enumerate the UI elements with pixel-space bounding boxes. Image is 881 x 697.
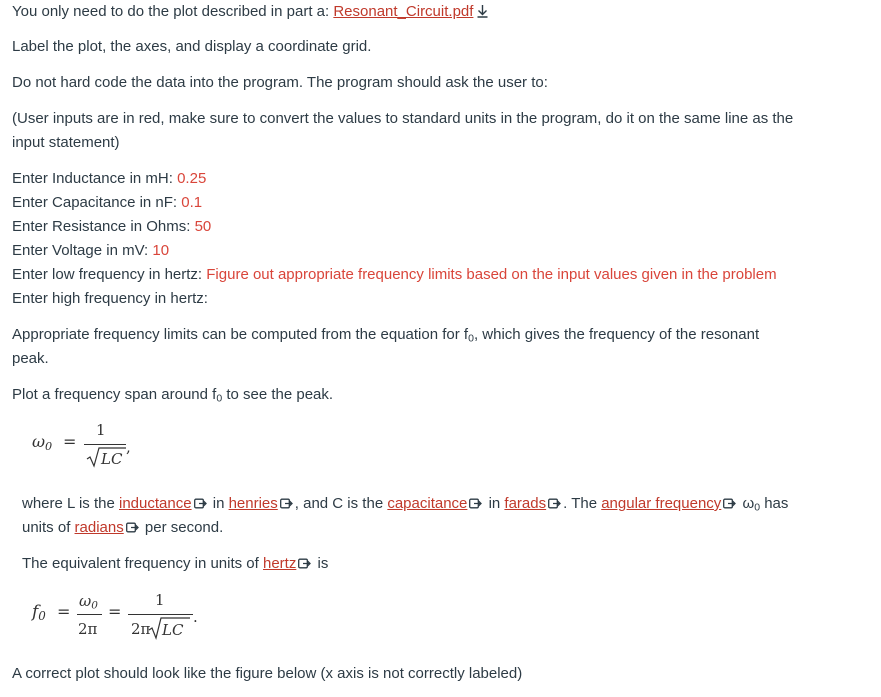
eq2-equals: = xyxy=(57,602,71,621)
equivalent-line: The equivalent frequency in units of hertz is xyxy=(22,555,329,572)
span-text: to see the peak. xyxy=(222,386,334,403)
external-link-icon[interactable] xyxy=(469,498,482,509)
eq2-numerator-1: $\omega_0$ xyxy=(79,592,98,612)
external-link-icon[interactable] xyxy=(723,498,736,509)
footer-note: A correct plot should look like the figure below (x axis is not correctly labeled) xyxy=(12,665,523,682)
prompt-value: 50 xyxy=(194,218,212,235)
eq1-equals: = xyxy=(63,432,77,451)
henries-link[interactable]: henries xyxy=(228,495,278,512)
prompt-label: Enter Capacitance in nF: xyxy=(12,194,182,211)
limits-text: , which gives the frequency of the resonant xyxy=(473,326,760,343)
note-line-2: input statement) xyxy=(12,134,120,151)
inductance-link[interactable]: inductance xyxy=(119,495,192,512)
eq2-denominator-prefix: 2π xyxy=(131,620,151,638)
intro-line xyxy=(12,2,489,22)
eq2-tail: . xyxy=(193,608,198,626)
external-link-icon[interactable] xyxy=(194,498,207,509)
resonant-circuit-pdf-link[interactable]: Resonant_Circuit.pdf xyxy=(333,3,474,20)
external-link-icon[interactable] xyxy=(548,498,561,509)
prompt-voltage xyxy=(12,241,169,261)
prompt-value: 0.1 xyxy=(181,194,203,211)
external-link-icon[interactable] xyxy=(280,498,293,509)
eq2-numerator-2: 1 xyxy=(155,591,165,609)
prompt-label: Enter low frequency in hertz: xyxy=(12,266,207,283)
where-line-1: where L is the inductance in henries , and C is the capacitance in farads . The angular frequency $\omega_0$ has xyxy=(22,495,789,514)
span-instruction xyxy=(12,385,333,409)
prompt-capacitance xyxy=(12,193,202,213)
prompt-value: 0.25 xyxy=(177,170,207,187)
external-link-icon[interactable] xyxy=(298,558,311,569)
label-instruction: Label the plot, the axes, and display a coordinate grid. xyxy=(12,38,372,55)
intro-text: You only need to do the plot described in part a: xyxy=(12,3,334,20)
f0-subscript: 0 xyxy=(216,392,223,405)
eq2-fraction-bar-1 xyxy=(77,614,102,615)
eq1-denominator: LC xyxy=(101,450,123,468)
download-icon[interactable] xyxy=(476,4,489,18)
where-line-2: units of radians per second. xyxy=(22,519,224,536)
no-hardcode-instruction: Do not hard code the data into the program. The program should ask the user to: xyxy=(12,74,548,91)
note-line-1: (User inputs are in red, make sure to convert the values to standard units in the program, do it on the same line as the xyxy=(12,110,794,127)
prompt-label: Enter Voltage in mV: xyxy=(12,242,153,259)
prompt-value: Figure out appropriate frequency limits based on the input values given in the problem xyxy=(206,266,777,283)
f0-subscript: 0 xyxy=(468,332,474,345)
eq2-lhs: $f_0$ xyxy=(32,602,46,623)
prompt-low-frequency xyxy=(12,265,777,285)
eq1-tail: , xyxy=(126,438,131,456)
prompt-resistance xyxy=(12,217,211,237)
eq2-denominator-1: 2π xyxy=(78,620,98,638)
prompt-value: 10 xyxy=(152,242,170,259)
farads-link[interactable]: farads xyxy=(504,495,547,512)
eq2-equals: = xyxy=(108,602,122,621)
eq1-lhs: $\omega_0$ xyxy=(32,432,53,453)
limits-line-2: peak. xyxy=(12,350,49,367)
prompt-high-frequency xyxy=(12,289,208,309)
prompt-label: Enter high frequency in hertz: xyxy=(12,290,208,307)
capacitance-link[interactable]: capacitance xyxy=(387,495,468,512)
external-link-icon[interactable] xyxy=(126,522,139,533)
angular-frequency-link[interactable]: angular frequency xyxy=(601,495,722,512)
radians-link[interactable]: radians xyxy=(74,519,124,536)
hertz-link[interactable]: hertz xyxy=(262,555,297,572)
prompt-label: Enter Inductance in mH: xyxy=(12,170,178,187)
eq1-numerator: 1 xyxy=(96,421,106,439)
prompt-label: Enter Resistance in Ohms: xyxy=(12,218,195,235)
eq2-denominator-radicand: LC xyxy=(162,621,184,639)
limits-line-1 xyxy=(12,325,759,349)
limits-text: Appropriate frequency limits can be computed from the equation for f xyxy=(12,326,469,343)
span-text: Plot a frequency span around f xyxy=(12,386,217,403)
prompt-inductance xyxy=(12,169,206,189)
